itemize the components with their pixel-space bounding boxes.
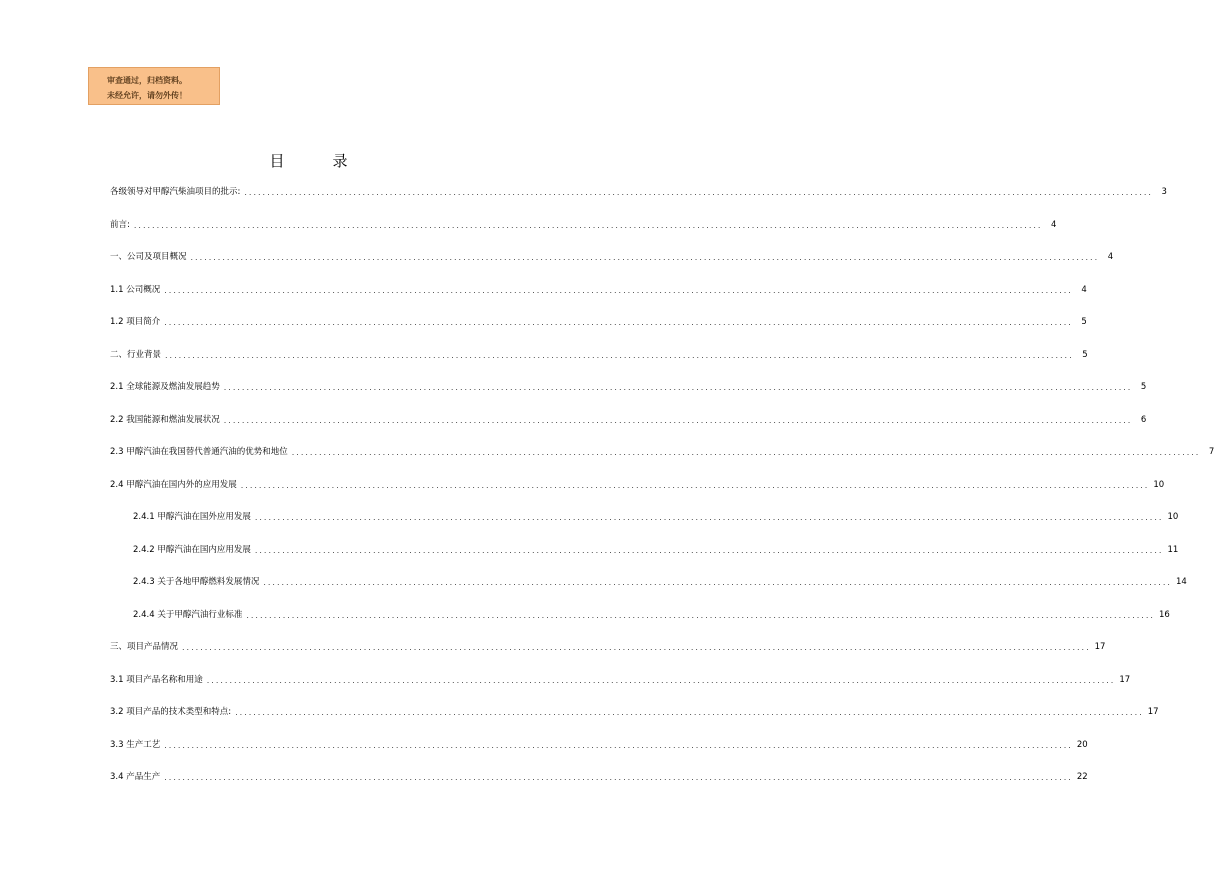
toc-leader-dots: ........................................................................................................................................................................................................ bbox=[235, 708, 1144, 717]
toc-leader-dots: ........................................................................................................................................................................................................ bbox=[206, 675, 1116, 685]
toc-entry[interactable] bbox=[110, 703, 1159, 717]
toc-leader-dots: ........................................................................................................................................................................................................ bbox=[263, 578, 1172, 587]
toc-entry-page: 17 bbox=[1094, 642, 1106, 652]
toc-leader-dots: ........................................................................................................................................................................................................ bbox=[182, 643, 1091, 652]
toc-leader-dots: ........................................................................................................................................................................................................ bbox=[164, 740, 1073, 750]
toc-entry-page: 10 bbox=[1167, 512, 1179, 522]
toc-entry-label: 2.4.1 甲醇汽油在国外应用发展 bbox=[133, 512, 251, 522]
toc-entry-label: 2.3 甲醇汽油在我国替代普通汽油的优势和地位 bbox=[110, 447, 288, 457]
toc-entry[interactable] bbox=[110, 443, 1214, 457]
toc-entry[interactable] bbox=[110, 671, 1131, 685]
toc-leader-dots: ........................................................................................................................................................................................................ bbox=[223, 383, 1133, 392]
toc-entry-page: 11 bbox=[1167, 544, 1179, 555]
toc-leader-dots: ........................................................................................................................................................................................................ bbox=[246, 610, 1155, 620]
toc-entry[interactable] bbox=[110, 768, 1088, 782]
toc-entry-label: 3.3 生产工艺 bbox=[110, 739, 161, 750]
toc-entry-label: 2.4.2 甲醇汽油在国内应用发展 bbox=[133, 544, 251, 555]
toc-entry-page: 17 bbox=[1119, 674, 1131, 685]
toc-leader-dots: ........................................................................................................................................................................................................ bbox=[133, 220, 1043, 230]
toc-entry[interactable] bbox=[110, 378, 1147, 392]
toc-entry-label: 2.4.4 关于甲醇汽油行业标准 bbox=[133, 609, 243, 620]
toc-entry-label: 3.1 项目产品名称和用途 bbox=[110, 674, 203, 685]
toc-entry-page: 7 bbox=[1208, 447, 1214, 457]
toc-entry-label: 各级领导对甲醇汽柴油项目的批示: bbox=[110, 187, 241, 197]
notice-line-2: 未经允许，请勿外传！ bbox=[107, 91, 187, 100]
toc-entry[interactable] bbox=[133, 508, 1179, 522]
toc-entry[interactable] bbox=[110, 183, 1167, 197]
toc-leader-dots: ........................................................................................................................................................................................................ bbox=[164, 285, 1073, 295]
toc-leader-dots: ........................................................................................................................................................................................................ bbox=[164, 318, 1073, 327]
toc-entry-page: 4 bbox=[1107, 252, 1114, 262]
toc-entry-page: 22 bbox=[1076, 772, 1088, 782]
toc-entry-label: 1.2 项目简介 bbox=[110, 317, 161, 327]
toc-entry[interactable] bbox=[110, 638, 1106, 652]
toc-entry-label: 2.1 全球能源及燃油发展趋势 bbox=[110, 382, 220, 392]
toc-entry-label: 三、项目产品情况 bbox=[110, 642, 179, 652]
page-title: 目录 bbox=[269, 152, 396, 170]
toc-entry[interactable] bbox=[133, 573, 1187, 587]
toc-leader-dots: ........................................................................................................................................................................................................ bbox=[223, 415, 1133, 425]
toc-leader-dots: ........................................................................................................................................................................................................ bbox=[254, 545, 1164, 555]
toc-entry[interactable] bbox=[110, 281, 1087, 295]
toc-entry-label: 一、公司及项目概况 bbox=[110, 252, 187, 262]
toc-entry[interactable] bbox=[133, 541, 1179, 555]
toc-entry-page: 10 bbox=[1153, 479, 1165, 490]
toc-entry-label: 2.4.3 关于各地甲醇燃料发展情况 bbox=[133, 577, 260, 587]
toc-entry-label: 前言: bbox=[110, 219, 130, 230]
toc-entry-page: 5 bbox=[1081, 317, 1087, 327]
toc-leader-dots: ........................................................................................................................................................................................................ bbox=[254, 513, 1164, 522]
toc-leader-dots: ........................................................................................................................................................................................................ bbox=[190, 253, 1100, 262]
toc-leader-dots: ........................................................................................................................................................................................................ bbox=[165, 350, 1074, 360]
toc-entry-page: 16 bbox=[1158, 609, 1170, 620]
notice-line-1: 审查通过，归档资料。 bbox=[107, 76, 187, 85]
toc-entry-label: 3.2 项目产品的技术类型和特点: bbox=[110, 707, 232, 717]
toc-entry-page: 5 bbox=[1082, 349, 1088, 360]
toc-entry-label: 2.4 甲醇汽油在国内外的应用发展 bbox=[110, 479, 237, 490]
toc-leader-dots: ........................................................................................................................................................................................................ bbox=[164, 773, 1073, 782]
toc-entry-page: 5 bbox=[1140, 382, 1147, 392]
toc-entry[interactable] bbox=[110, 346, 1088, 360]
toc-leader-dots: ........................................................................................................................................................................................................ bbox=[244, 188, 1153, 197]
toc-entry-page: 17 bbox=[1147, 707, 1159, 717]
toc-entry[interactable] bbox=[110, 476, 1165, 490]
toc-entry[interactable] bbox=[110, 313, 1087, 327]
toc-entry-page: 6 bbox=[1140, 414, 1147, 425]
toc-entry[interactable] bbox=[110, 248, 1114, 262]
toc-entry-page: 4 bbox=[1051, 219, 1057, 230]
toc-entry-page: 20 bbox=[1076, 739, 1088, 750]
toc-entry[interactable] bbox=[133, 606, 1170, 620]
toc-entry-label: 2.2 我国能源和燃油发展状况 bbox=[110, 414, 220, 425]
toc-entry-page: 4 bbox=[1081, 284, 1087, 295]
toc-entry[interactable] bbox=[110, 411, 1147, 425]
toc-leader-dots: ........................................................................................................................................................................................................ bbox=[240, 480, 1150, 490]
toc-entry-label: 1.1 公司概况 bbox=[110, 284, 161, 295]
toc-entry-label: 二、行业背景 bbox=[110, 349, 162, 360]
toc-leader-dots: ........................................................................................................................................................................................................ bbox=[291, 448, 1201, 457]
toc-entry[interactable] bbox=[110, 216, 1057, 230]
toc-entry-page: 3 bbox=[1161, 187, 1167, 197]
toc-entry-label: 3.4 产品生产 bbox=[110, 772, 161, 782]
toc-entry-page: 14 bbox=[1175, 577, 1187, 587]
toc-entry[interactable] bbox=[110, 736, 1088, 750]
